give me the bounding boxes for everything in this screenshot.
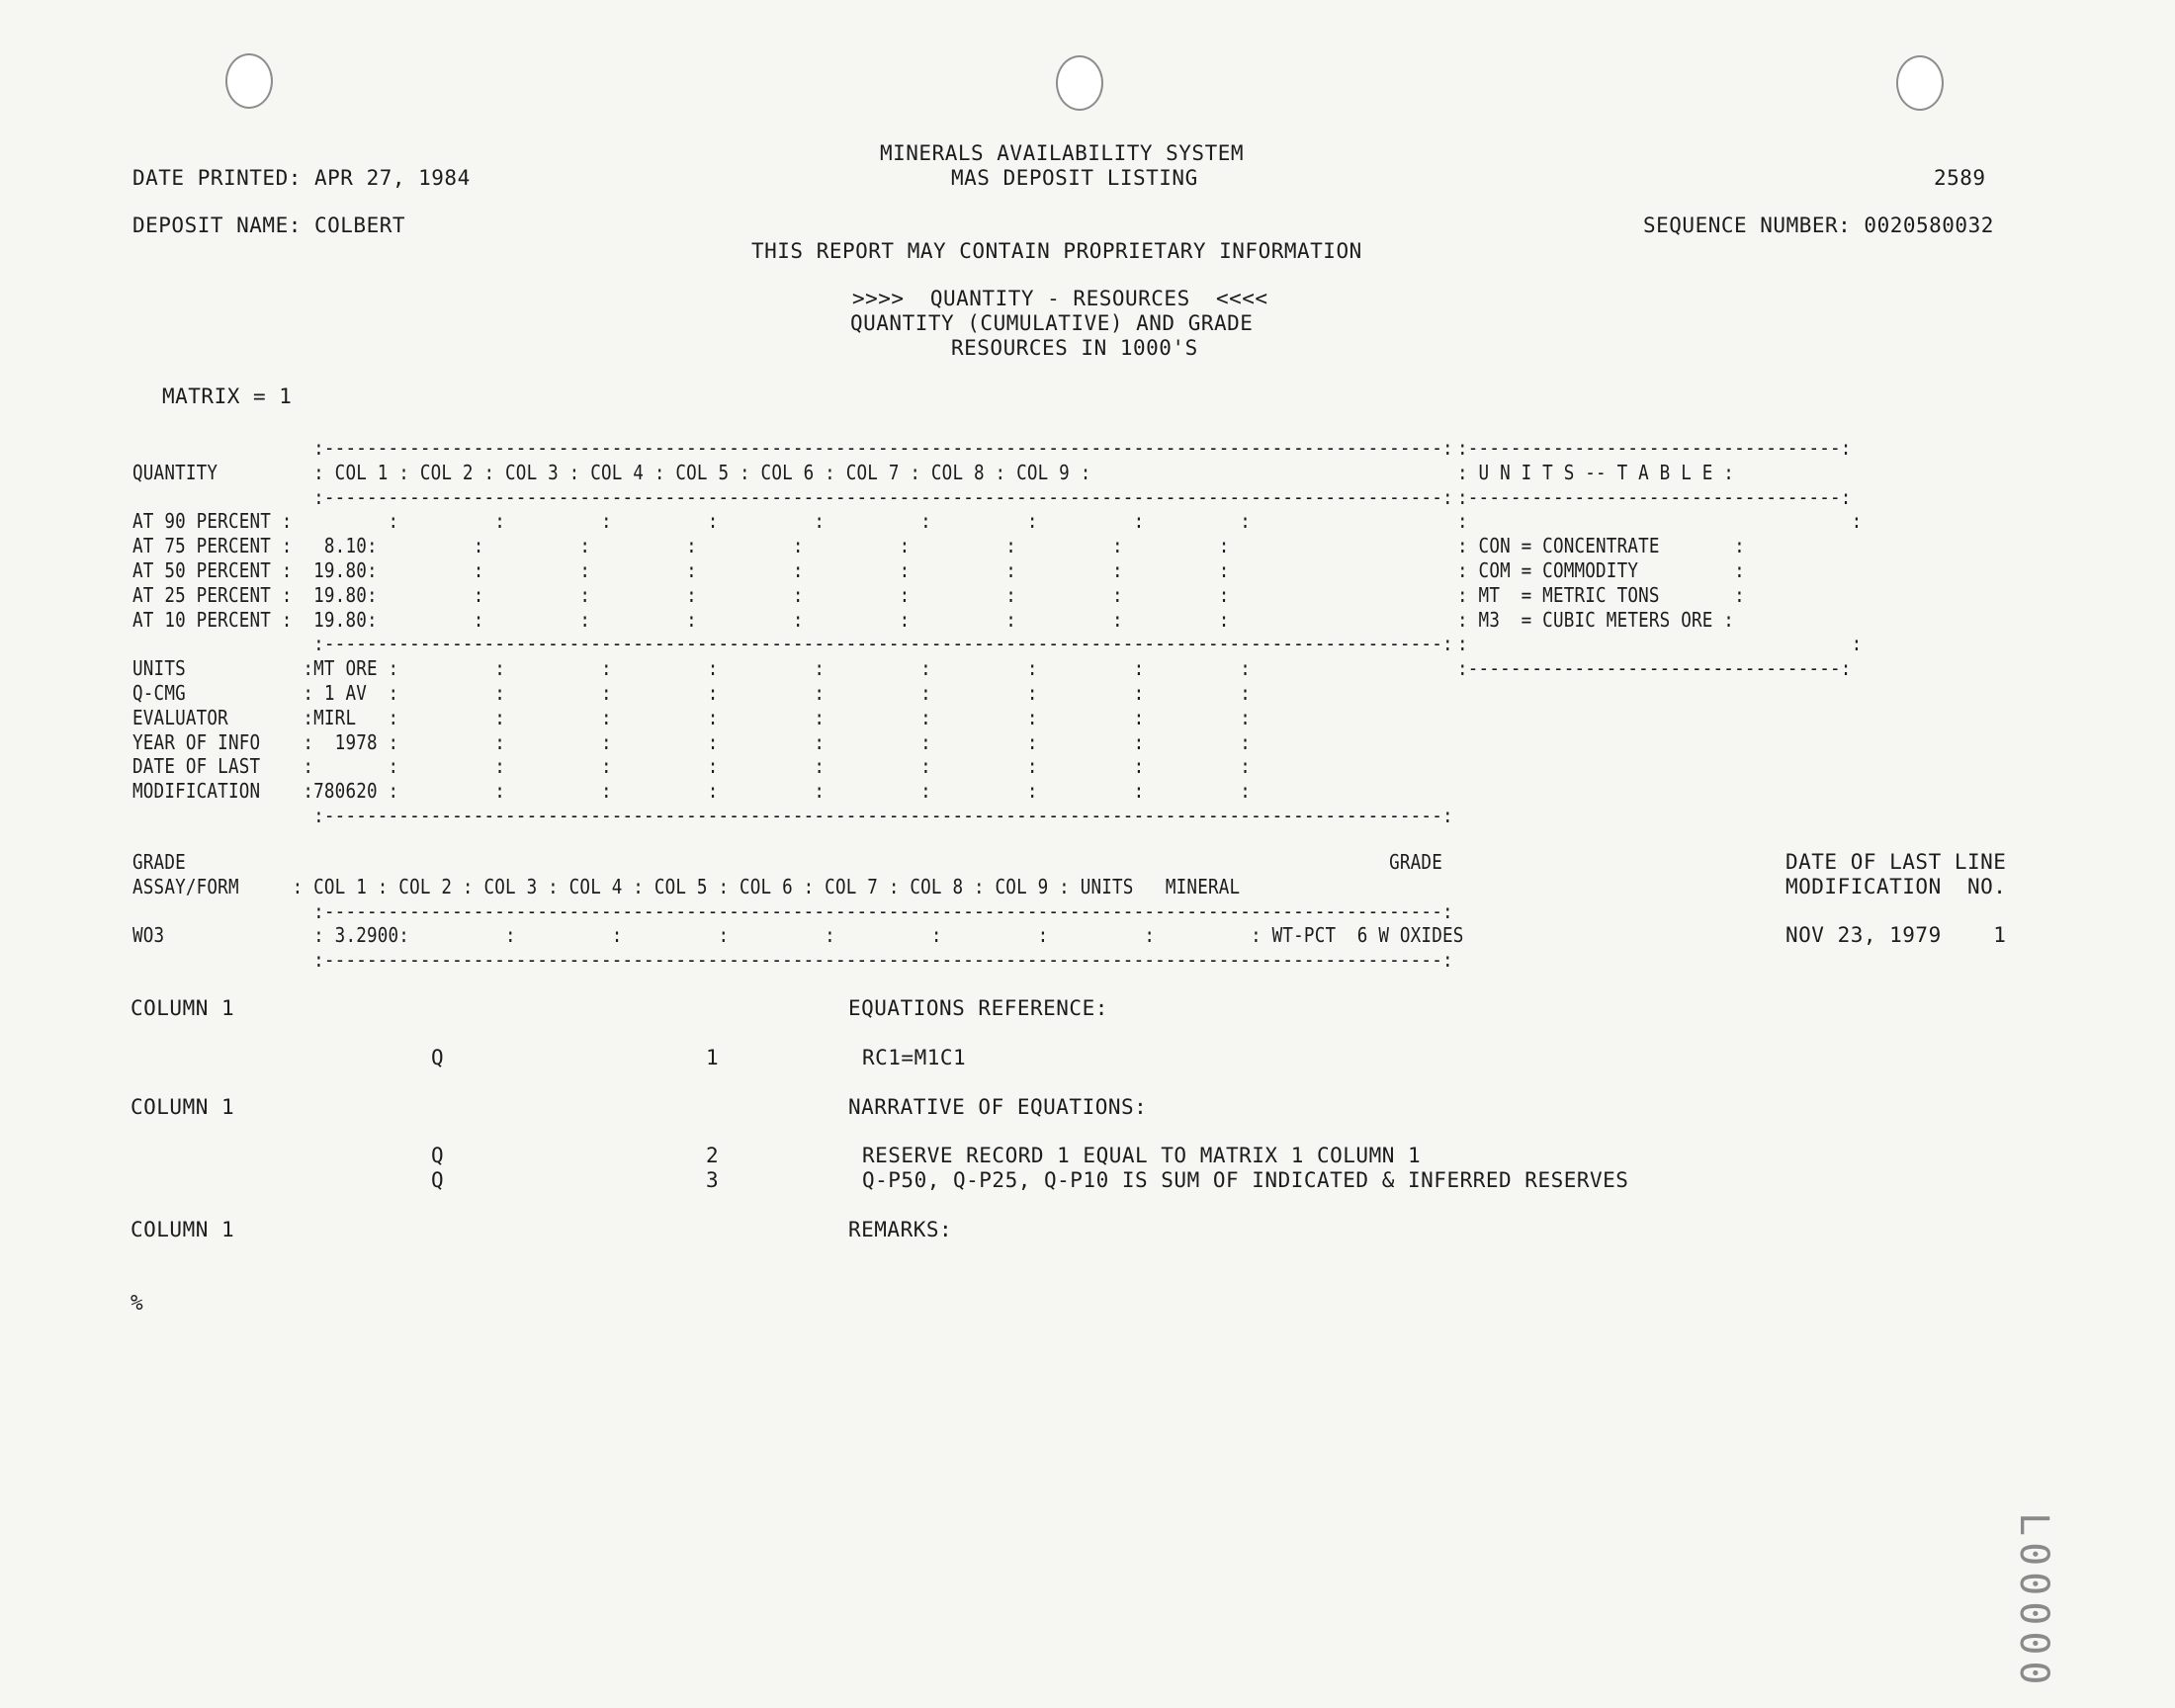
modification-no-header: MODIFICATION NO. xyxy=(1785,875,2007,898)
quantity-table: :---------------------------------------------------------------------------------------------------------: QUANTITY : COL 1 : COL 2 : COL 3 : COL 4 : COL 5 : COL 6 : COL 7 : COL 8 : COL 9 : :---------------------------------------------------------------------------------------------------------: AT 90 PERCENT : : : : : : : : : : AT 75 PERCENT : 8.10: : : : : : : : : AT 50 PERCENT : 19.80: : : : : : : : : AT 25 PERCENT : 19.80: : : : : : : : : AT 10 PERCENT : 19.80: : : : : : : : : :---------------------------------------------------------------------------------------------------------: UNITS :MT ORE : : : : : : : : : Q-CMG : 1 AV : : : : : : : : : EVALUATOR :MIRL : : : : : : : : : YEAR OF INFO : 1978 : : : : : : : : : DATE OF LAST : : : : : : : : : : MODIFICATION :780620 : : : : : : : : : :---------------------------------------------------------------------------------------------------------: xyxy=(132,436,1453,827)
date-printed: DATE PRINTED: APR 27, 1984 xyxy=(132,166,471,190)
eq-ref-text: RC1=M1C1 xyxy=(862,1046,967,1069)
modification-date-value: NOV 23, 1979 1 xyxy=(1785,923,2007,947)
binder-hole-left xyxy=(225,53,273,109)
proprietary-notice: THIS REPORT MAY CONTAIN PROPRIETARY INFORMATION xyxy=(751,239,1362,263)
narrative-1-code: Q xyxy=(431,1144,445,1167)
binder-hole-right xyxy=(1896,55,1944,111)
listing-title: MAS DEPOSIT LISTING xyxy=(951,166,1198,190)
narrative-column-label: COLUMN 1 xyxy=(130,1095,235,1119)
narrative-1-number: 2 xyxy=(706,1144,720,1167)
matrix-label: MATRIX = 1 xyxy=(162,384,293,408)
equations-column-label: COLUMN 1 xyxy=(130,996,235,1020)
grade-table: GRADE GRADE ASSAY/FORM : COL 1 : COL 2 : COL 3 : COL 4 : COL 5 : COL 6 : COL 7 : COL 8 : COL 9 : UNITS MINERAL :---------------------------------------------------------------------------------------------------------: WO3 : 3.2900: : : : : : : : : WT-PCT 6 W OXIDES :---------------------------------------------------------------------------------------------------------: xyxy=(132,850,1464,973)
narrative-label: NARRATIVE OF EQUATIONS: xyxy=(848,1095,1148,1119)
narrative-2-text: Q-P50, Q-P25, Q-P10 IS SUM OF INDICATED & INFERRED RESERVES xyxy=(862,1168,1629,1192)
deposit-name: DEPOSIT NAME: COLBERT xyxy=(132,214,406,237)
section-title: >>>> QUANTITY - RESOURCES <<<< xyxy=(852,287,1268,310)
remarks-column-label: COLUMN 1 xyxy=(130,1218,235,1241)
document-stamp: L00000 xyxy=(2011,1512,2056,1691)
page-number: 2589 xyxy=(1934,166,1986,190)
units-table: :-----------------------------------: : U N I T S -- T A B L E : :-----------------------------------: : : : CON = CONCENTRATE : : COM = COMMODITY : : MT = METRIC TONS : : M3 = CUBIC METERS ORE : : : :-----------------------------------: xyxy=(1457,436,1863,681)
equations-reference-label: EQUATIONS REFERENCE: xyxy=(848,996,1108,1020)
narrative-1-text: RESERVE RECORD 1 EQUAL TO MATRIX 1 COLUMN 1 xyxy=(862,1144,1422,1167)
section-units-note: RESOURCES IN 1000'S xyxy=(951,336,1198,360)
date-of-last-line-header: DATE OF LAST LINE xyxy=(1785,850,2007,874)
sequence-number: SEQUENCE NUMBER: 0020580032 xyxy=(1643,214,1994,237)
eq-ref-code: Q xyxy=(431,1046,445,1069)
binder-hole-center xyxy=(1056,55,1103,111)
narrative-2-code: Q xyxy=(431,1168,445,1192)
eq-ref-number: 1 xyxy=(706,1046,720,1069)
percent-mark: % xyxy=(130,1291,144,1315)
narrative-2-number: 3 xyxy=(706,1168,720,1192)
system-title: MINERALS AVAILABILITY SYSTEM xyxy=(880,141,1245,165)
remarks-label: REMARKS: xyxy=(848,1218,953,1241)
section-subtitle: QUANTITY (CUMULATIVE) AND GRADE xyxy=(850,311,1254,335)
